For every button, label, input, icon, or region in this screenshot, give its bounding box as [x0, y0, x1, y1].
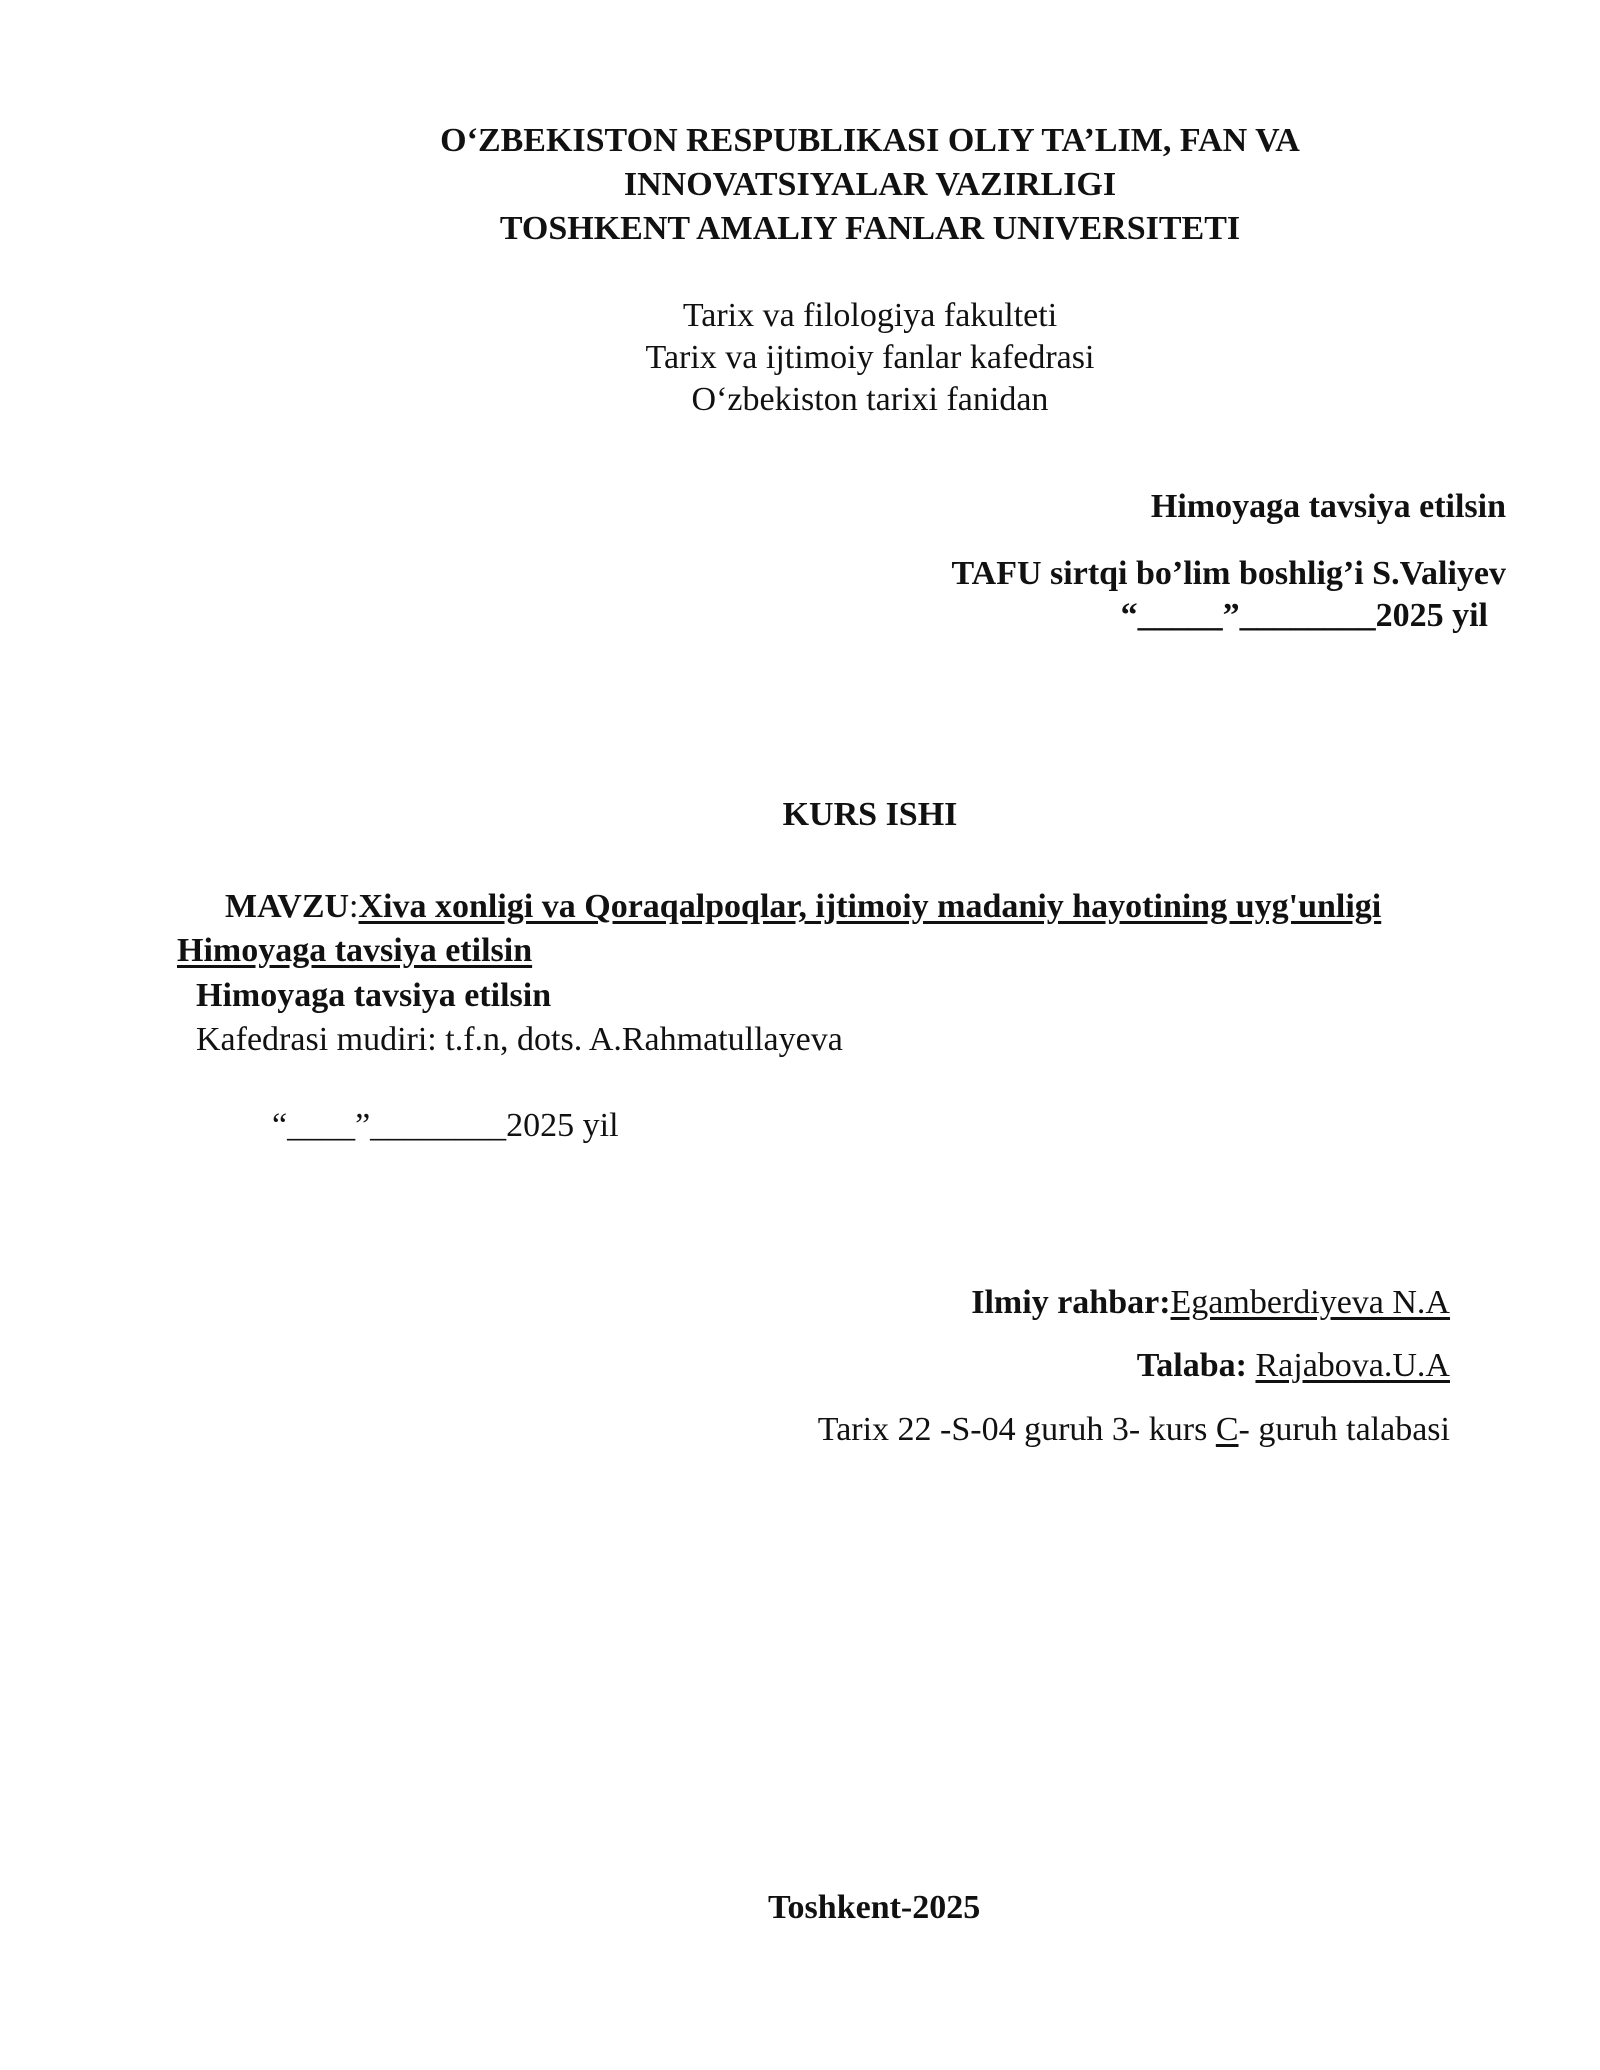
approval-date: “_____”________2025 yil: [1120, 597, 1488, 634]
subject-name: O‘zbekiston tarixi fanidan: [691, 381, 1049, 418]
supervisor-line: [971, 1283, 1450, 1323]
supervisor-name: Egamberdiyeva N.A: [1170, 1284, 1450, 1321]
student-line: [1137, 1346, 1450, 1386]
approval-head: TAFU sirtqi bo’lim boshlig’i S.Valiyev: [951, 555, 1506, 592]
group-letter: C: [1215, 1411, 1239, 1448]
dept-date: “____”________2025 yil: [272, 1107, 619, 1144]
topic-text-continued: Himoyaga tavsiya etilsin: [177, 932, 533, 969]
dept-head: Kafedrasi mudiri: t.f.n, dots. A.Rahmatullayeva: [196, 1021, 843, 1058]
topic-separator: :: [349, 888, 359, 925]
ministry-line-1: O‘ZBEKISTON RESPUBLIKASI OLIY TA’LIM, FAN VA: [440, 122, 1300, 159]
topic-text: Xiva xonligi va Qoraqalpoqlar, ijtimoiy madaniy hayotining uyg'unligi: [358, 888, 1382, 925]
faculty-name: Tarix va filologiya fakulteti: [682, 297, 1058, 334]
topic-label: MAVZU: [225, 888, 350, 925]
group-text-end: - guruh talabasi: [1238, 1411, 1450, 1448]
topic-line: [225, 887, 1381, 927]
group-text: Tarix 22 -S-04 guruh 3- kurs: [817, 1411, 1216, 1448]
approval-recommend: Himoyaga tavsiya etilsin: [1150, 488, 1506, 525]
work-type-title: KURS ISHI: [782, 796, 958, 833]
student-label: Talaba:: [1136, 1347, 1247, 1384]
department-name: Tarix va ijtimoiy fanlar kafedrasi: [645, 339, 1095, 376]
university-name: TOSHKENT AMALIY FANLAR UNIVERSITETI: [499, 210, 1241, 247]
group-line: [818, 1410, 1450, 1450]
ministry-line-2: INNOVATSIYALAR VAZIRLIGI: [623, 166, 1117, 203]
footer-city-year: Toshkent-2025: [768, 1889, 981, 1926]
dept-recommend: Himoyaga tavsiya etilsin: [196, 977, 552, 1014]
student-name: Rajabova.U.A: [1255, 1347, 1450, 1384]
supervisor-label: Ilmiy rahbar:: [971, 1284, 1171, 1321]
